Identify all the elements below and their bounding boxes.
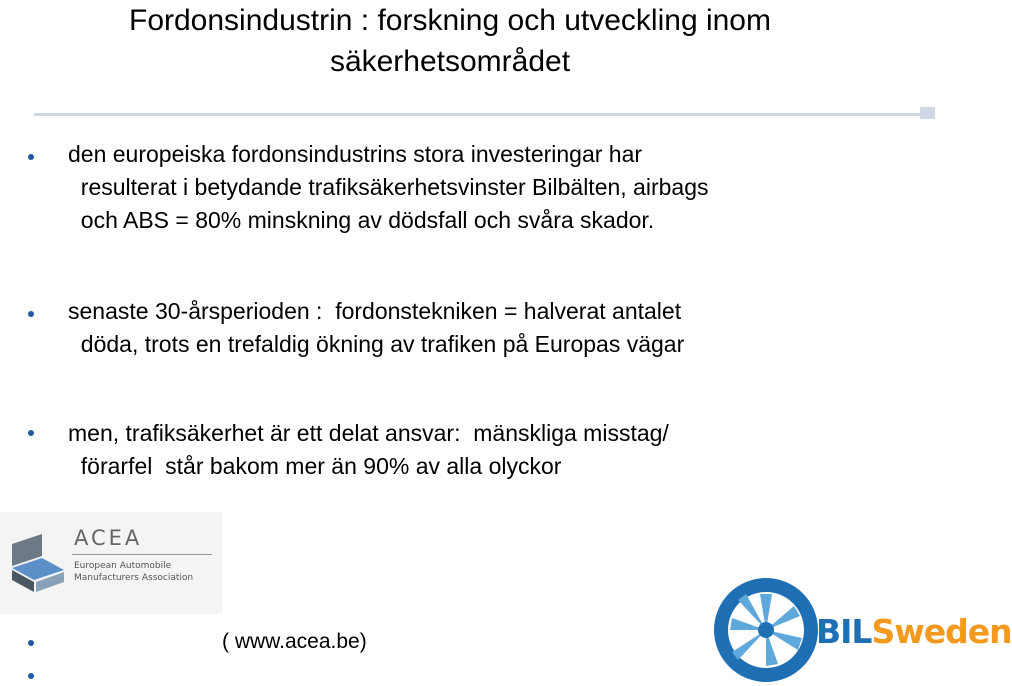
bullet-text-3: men, trafiksäkerhet är ett delat ansvar: mänskliga misstag/ förarfel står bakom mer än 90% av alla olyckor — [68, 420, 669, 479]
bullet-text-2: senaste 30-årsperioden : fordonstekniken = halverat antalet döda, trots en trefaldig ökning av trafiken på Europas vägar — [68, 298, 685, 357]
title-divider-end — [920, 107, 935, 119]
bullet-dot — [28, 154, 34, 160]
acea-subtitle: European Automobile Manufacturers Association — [74, 561, 194, 583]
bullet-dot — [28, 311, 34, 317]
title-divider — [34, 113, 920, 116]
slide-title: Fordonsindustrin : forskning och utveckling inom säkerhetsområdet — [129, 4, 771, 78]
acea-emblem-icon — [12, 534, 64, 592]
bullet-dot — [28, 640, 34, 646]
acea-wordmark: ACEA — [74, 526, 143, 550]
bilsweden-wordmark — [816, 612, 1012, 651]
acea-link[interactable]: ( www.acea.be) — [222, 630, 367, 653]
wheel-icon — [708, 568, 828, 686]
bullet-dot — [28, 430, 34, 436]
bilsweden-logo — [708, 568, 1012, 686]
acea-logo — [0, 512, 222, 614]
bullet-dot — [28, 673, 34, 679]
sweden-part: Sweden — [871, 612, 1012, 651]
acea-divider — [72, 554, 212, 555]
bullet-text-1: den europeiska fordonsindustrins stora investeringar har resulterat i betydande trafiksäkerhetsvinster Bilbälten, airbags och ABS = 80% minskning av dödsfall och svåra skador. — [68, 141, 709, 233]
bil-part: BIL — [816, 612, 872, 651]
